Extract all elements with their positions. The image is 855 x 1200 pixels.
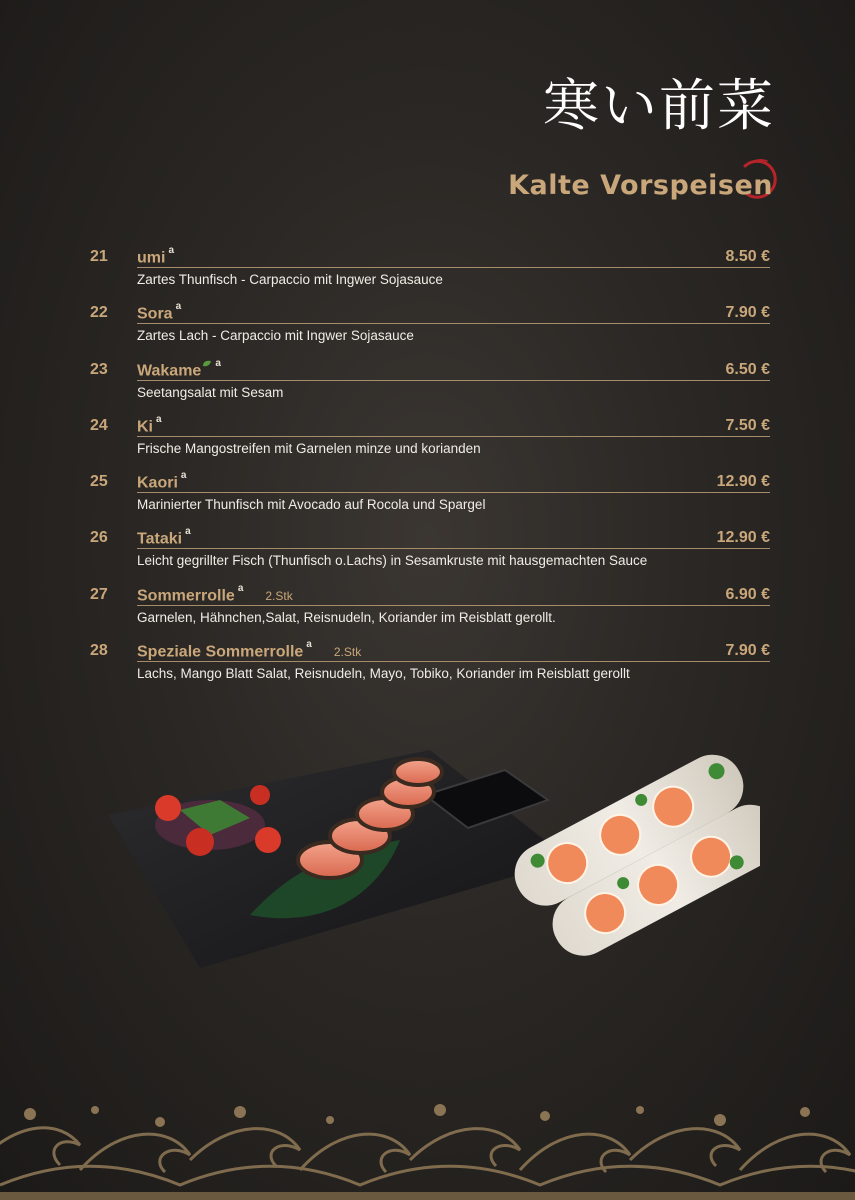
item-number: 26 bbox=[90, 529, 108, 547]
item-price: 7.90 € bbox=[725, 304, 770, 322]
allergen-mark: a bbox=[175, 301, 182, 313]
item-quantity: 2.Stk bbox=[265, 589, 293, 604]
item-number: 24 bbox=[90, 416, 108, 434]
item-name-wrap bbox=[137, 526, 191, 548]
item-name: Speziale Sommerrolle bbox=[137, 643, 304, 661]
item-name-wrap bbox=[137, 413, 162, 436]
menu-list bbox=[90, 245, 770, 695]
item-description: Zartes Thunfisch - Carpaccio mit Ingwer Sojasauce bbox=[137, 272, 443, 287]
allergen-mark: a bbox=[237, 582, 244, 594]
item-name-row bbox=[137, 414, 770, 437]
item-name: Kaori bbox=[137, 474, 178, 492]
item-number: 22 bbox=[90, 304, 108, 322]
menu-item bbox=[90, 639, 770, 695]
item-price: 12.90 € bbox=[716, 529, 770, 547]
item-description: Garnelen, Hähnchen,Salat, Reisnudeln, Koriander im Reisblatt gerollt. bbox=[137, 609, 556, 625]
item-number: 23 bbox=[90, 360, 108, 378]
allergen-mark: a bbox=[168, 245, 175, 256]
item-name-row bbox=[137, 245, 770, 268]
item-name-wrap bbox=[137, 245, 175, 267]
item-price: 7.90 € bbox=[725, 642, 770, 660]
menu-item bbox=[90, 245, 770, 301]
item-name-row bbox=[137, 358, 770, 381]
item-price: 12.90 € bbox=[716, 473, 770, 491]
item-name: Sommerrolle bbox=[137, 587, 235, 605]
menu-item bbox=[90, 526, 770, 582]
leaf-icon bbox=[202, 360, 212, 367]
menu-item bbox=[90, 358, 770, 414]
allergen-mark: a bbox=[306, 639, 312, 651]
menu-item bbox=[90, 414, 770, 470]
item-number: 25 bbox=[90, 473, 108, 491]
item-name: Ki bbox=[137, 418, 153, 436]
menu-item bbox=[90, 301, 770, 357]
summer-rolls bbox=[504, 740, 760, 971]
item-description: Frische Mangostreifen mit Garnelen minze und korianden bbox=[137, 440, 481, 456]
item-price: 6.50 € bbox=[725, 360, 770, 378]
wave-pattern-decoration bbox=[0, 1100, 855, 1200]
menu-item bbox=[90, 583, 770, 639]
item-number: 28 bbox=[90, 642, 108, 660]
item-number: 21 bbox=[90, 248, 108, 265]
item-name-wrap bbox=[137, 301, 182, 323]
item-description: Lachs, Mango Blatt Salat, Reisnudeln, Mayo, Tobiko, Koriander im Reisblatt gerollt bbox=[137, 666, 630, 682]
allergen-mark: a bbox=[185, 526, 191, 538]
allergen-mark: a bbox=[215, 357, 221, 369]
item-name-wrap bbox=[137, 357, 221, 380]
item-description: Seetangsalat mit Sesam bbox=[137, 384, 284, 400]
japanese-title: 寒い前菜 bbox=[543, 74, 775, 139]
item-name-wrap bbox=[137, 582, 293, 605]
item-name: Sora bbox=[137, 305, 173, 323]
item-quantity: 2.Stk bbox=[333, 645, 362, 660]
item-number: 27 bbox=[90, 585, 108, 603]
item-name-wrap bbox=[137, 639, 362, 661]
item-name-row bbox=[137, 470, 770, 493]
item-name-row bbox=[137, 639, 770, 662]
item-price: 6.90 € bbox=[725, 585, 770, 603]
item-description: Marinierter Thunfisch mit Avocado auf Rocola und Spargel bbox=[137, 497, 486, 513]
item-name-row bbox=[137, 583, 770, 606]
item-price: 7.50 € bbox=[725, 416, 770, 434]
item-name: umi bbox=[137, 249, 166, 267]
allergen-mark: a bbox=[156, 413, 162, 425]
item-name-row bbox=[137, 526, 770, 549]
food-photo bbox=[100, 740, 760, 1080]
item-name-row bbox=[137, 301, 770, 324]
item-name-wrap bbox=[137, 470, 187, 492]
menu-item bbox=[90, 470, 770, 526]
item-name: Wakame bbox=[137, 361, 202, 379]
item-name: Tataki bbox=[137, 530, 183, 548]
allergen-mark: a bbox=[180, 470, 187, 482]
section-header bbox=[508, 160, 773, 210]
item-description: Leicht gegrillter Fisch (Thunfisch o.Lachs) in Sesamkruste mit hausgemachten Sauce bbox=[137, 553, 648, 569]
item-price: 8.50 € bbox=[725, 248, 770, 265]
item-description: Zartes Lach - Carpaccio mit Ingwer Sojasauce bbox=[137, 328, 414, 344]
section-title: Kalte Vorspeisen bbox=[508, 170, 773, 201]
